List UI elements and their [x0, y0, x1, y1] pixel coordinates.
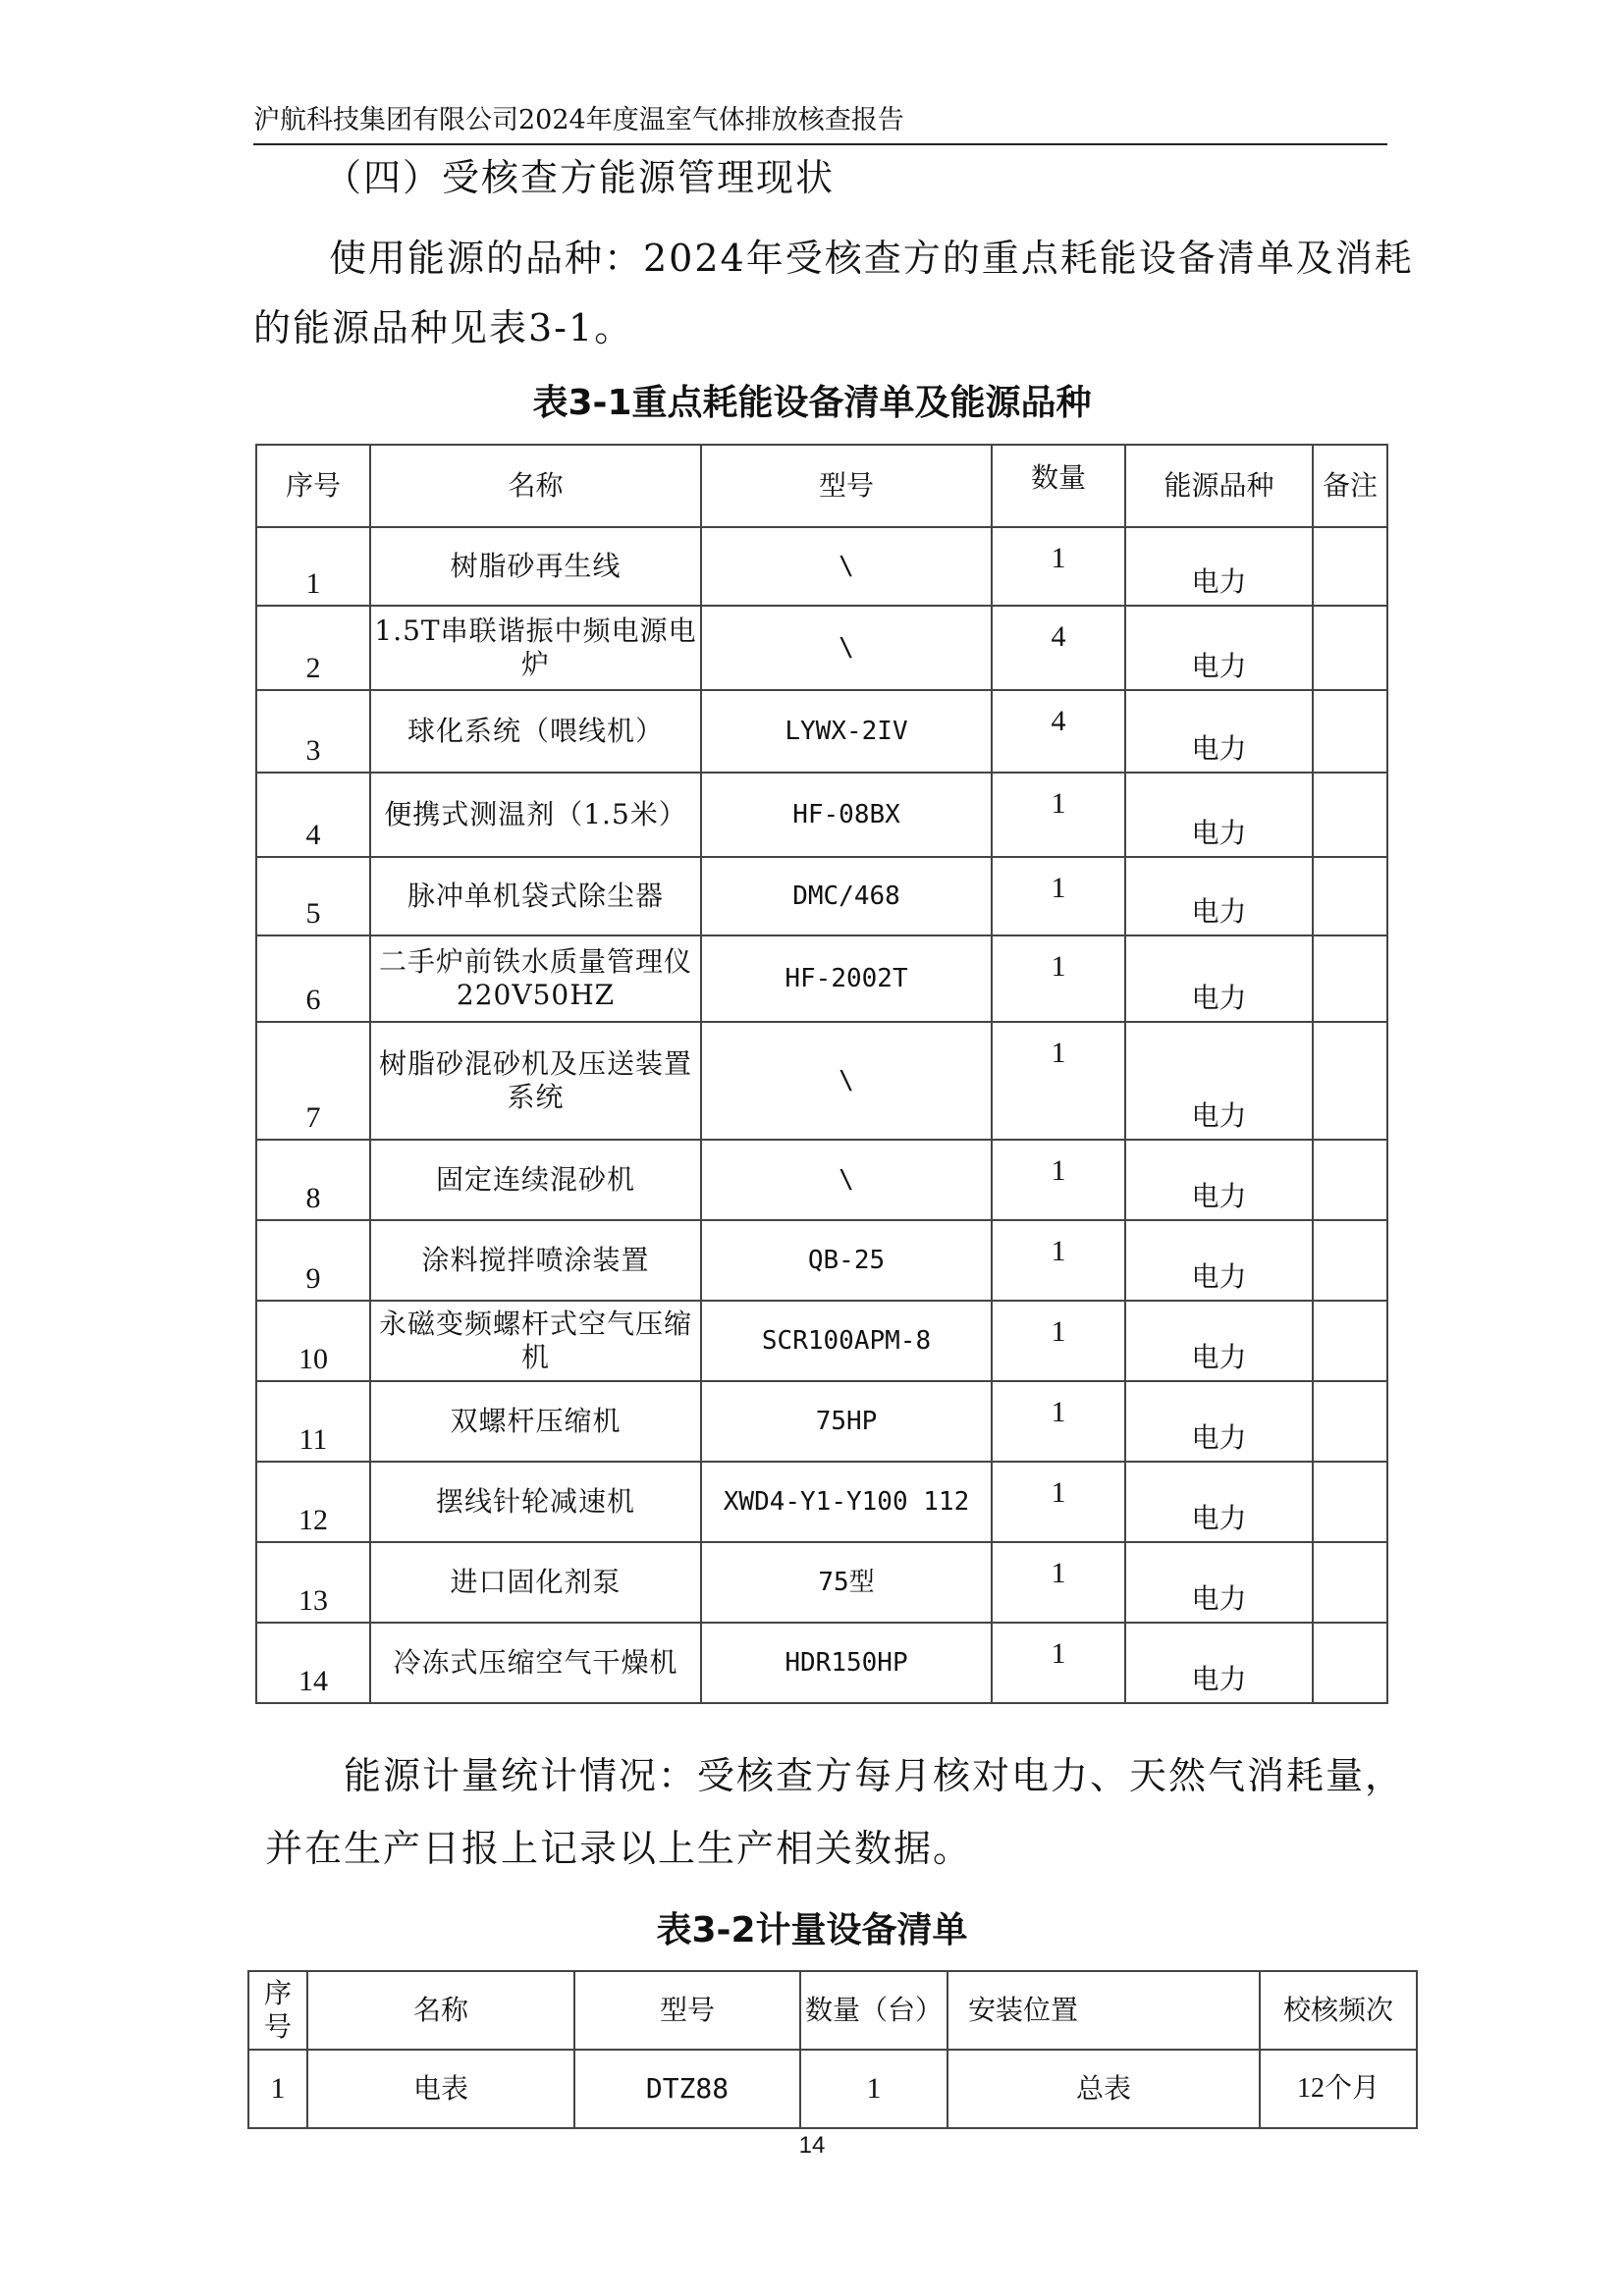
equipment-table: [255, 444, 1388, 1704]
cell-qty: 1: [992, 857, 1125, 935]
cell-name: 球化系统（喂线机）: [370, 690, 701, 773]
cell-name: 冷冻式压缩空气干燥机: [370, 1623, 701, 1703]
table-row: [256, 1623, 1387, 1703]
cell-name: 永磁变频螺杆式空气压缩机: [370, 1301, 701, 1381]
cell-note: [1313, 1462, 1387, 1542]
cell-model: \: [701, 527, 992, 606]
cell-name: 进口固化剂泵: [370, 1542, 701, 1623]
t2-cell-location: 总表: [947, 2050, 1260, 2128]
t2-header-model: 型号: [574, 1971, 800, 2050]
table-row: [256, 857, 1387, 935]
cell-note: [1313, 1381, 1387, 1462]
cell-energy: 电力: [1125, 690, 1313, 773]
cell-qty: 1: [992, 1022, 1125, 1140]
cell-qty: 1: [992, 1462, 1125, 1542]
cell-model: \: [701, 1140, 992, 1220]
cell-model: 75HP: [701, 1381, 992, 1462]
cell-name: 便携式测温剂（1.5米）: [370, 773, 701, 857]
cell-no: 2: [256, 606, 370, 690]
table-row: [256, 606, 1387, 690]
table-row: [256, 1140, 1387, 1220]
cell-note: [1313, 773, 1387, 857]
cell-no: 11: [256, 1381, 370, 1462]
paragraph-metering-cont: 并在生产日报上记录以上生产相关数据。: [265, 1827, 973, 1870]
cell-no: 12: [256, 1462, 370, 1542]
cell-no: 14: [256, 1623, 370, 1703]
t2-cell-qty: 1: [800, 2050, 947, 2128]
cell-no: 1: [256, 527, 370, 606]
table-row: [256, 1381, 1387, 1462]
page-number: 14: [798, 2132, 826, 2159]
cell-note: [1313, 1542, 1387, 1623]
col-header-name: 名称: [370, 445, 701, 527]
table-row: [256, 1220, 1387, 1301]
cell-energy: 电力: [1125, 1381, 1313, 1462]
cell-energy: 电力: [1125, 935, 1313, 1022]
cell-name: 固定连续混砂机: [370, 1140, 701, 1220]
col-header-note: 备注: [1313, 445, 1387, 527]
t2-cell-freq: 12个月: [1260, 2050, 1417, 2128]
t2-cell-no: 1: [248, 2050, 307, 2128]
cell-no: 7: [256, 1022, 370, 1140]
cell-qty: 1: [992, 1301, 1125, 1381]
col-header-qty: 数量: [992, 445, 1125, 527]
paragraph-energy-types: 使用能源的品种：2024年受核查方的重点耗能设备清单及消耗: [329, 237, 1414, 280]
cell-name: 脉冲单机袋式除尘器: [370, 857, 701, 935]
cell-energy: 电力: [1125, 527, 1313, 606]
cell-qty: 1: [992, 1542, 1125, 1623]
cell-energy: 电力: [1125, 1623, 1313, 1703]
cell-model: HF-08BX: [701, 773, 992, 857]
t2-header-no: 序号: [248, 1971, 307, 2050]
cell-no: 4: [256, 773, 370, 857]
cell-no: 3: [256, 690, 370, 773]
cell-name: 涂料搅拌喷涂装置: [370, 1220, 701, 1301]
cell-qty: 1: [992, 1623, 1125, 1703]
t2-header-freq: 校核频次: [1260, 1971, 1417, 2050]
cell-name: 树脂砂混砂机及压送装置系统: [370, 1022, 701, 1140]
cell-energy: 电力: [1125, 1462, 1313, 1542]
cell-note: [1313, 1140, 1387, 1220]
table-row: [256, 690, 1387, 773]
col-header-no: 序号: [256, 445, 370, 527]
cell-model: HDR150HP: [701, 1623, 992, 1703]
paragraph-metering: 能源计量统计情况：受核查方每月核对电力、天然气消耗量，: [344, 1754, 1405, 1797]
cell-model: LYWX-2IV: [701, 690, 992, 773]
cell-note: [1313, 1623, 1387, 1703]
cell-no: 5: [256, 857, 370, 935]
cell-energy: 电力: [1125, 1542, 1313, 1623]
cell-qty: 1: [992, 935, 1125, 1022]
cell-note: [1313, 857, 1387, 935]
cell-qty: 1: [992, 527, 1125, 606]
cell-name: 二手炉前铁水质量管理仪220V50HZ: [370, 935, 701, 1022]
cell-model: SCR100APM-8: [701, 1301, 992, 1381]
table-row: [256, 1542, 1387, 1623]
t2-header-name: 名称: [307, 1971, 574, 2050]
table2-caption: 表3-2计量设备清单: [656, 1910, 968, 1950]
cell-qty: 4: [992, 606, 1125, 690]
cell-name: 1.5T串联谐振中频电源电炉: [370, 606, 701, 690]
cell-qty: 1: [992, 1140, 1125, 1220]
cell-note: [1313, 1220, 1387, 1301]
t2-header-location: 安装位置: [947, 1971, 1260, 2050]
cell-name: 树脂砂再生线: [370, 527, 701, 606]
cell-model: 75型: [701, 1542, 992, 1623]
table-row: [256, 935, 1387, 1022]
cell-note: [1313, 935, 1387, 1022]
table1-header-row: [256, 445, 1387, 527]
col-header-model: 型号: [701, 445, 992, 527]
cell-no: 13: [256, 1542, 370, 1623]
cell-qty: 4: [992, 690, 1125, 773]
t2-header-qty: 数量（台）: [800, 1971, 947, 2050]
cell-note: [1313, 690, 1387, 773]
cell-model: \: [701, 606, 992, 690]
table-row: [256, 1022, 1387, 1140]
cell-energy: 电力: [1125, 1301, 1313, 1381]
cell-energy: 电力: [1125, 1140, 1313, 1220]
cell-energy: 电力: [1125, 606, 1313, 690]
table-row: [256, 773, 1387, 857]
cell-energy: 电力: [1125, 857, 1313, 935]
t2-cell-model: DTZ88: [574, 2050, 800, 2128]
cell-energy: 电力: [1125, 1022, 1313, 1140]
cell-qty: 1: [992, 1381, 1125, 1462]
cell-energy: 电力: [1125, 1220, 1313, 1301]
cell-qty: 1: [992, 1220, 1125, 1301]
page-header: 沪航科技集团有限公司2024年度温室气体排放核查报告: [253, 98, 1387, 145]
table-row: [256, 1462, 1387, 1542]
table1-caption: 表3-1重点耗能设备清单及能源品种: [532, 383, 1092, 423]
table-row: [256, 527, 1387, 606]
col-header-energy: 能源品种: [1125, 445, 1313, 527]
section-title: （四）受核查方能源管理现状: [324, 156, 836, 199]
cell-model: \: [701, 1022, 992, 1140]
cell-no: 9: [256, 1220, 370, 1301]
cell-model: HF-2002T: [701, 935, 992, 1022]
cell-no: 10: [256, 1301, 370, 1381]
cell-note: [1313, 1022, 1387, 1140]
cell-name: 双螺杆压缩机: [370, 1381, 701, 1462]
cell-energy: 电力: [1125, 773, 1313, 857]
table-row: [248, 2050, 1417, 2128]
t2-cell-name: 电表: [307, 2050, 574, 2128]
cell-model: QB-25: [701, 1220, 992, 1301]
cell-model: DMC/468: [701, 857, 992, 935]
cell-note: [1313, 527, 1387, 606]
cell-no: 8: [256, 1140, 370, 1220]
cell-qty: 1: [992, 773, 1125, 857]
cell-note: [1313, 1301, 1387, 1381]
table-row: [256, 1301, 1387, 1381]
cell-no: 6: [256, 935, 370, 1022]
metering-table: [247, 1970, 1418, 2129]
table2-header-row: [248, 1971, 1417, 2050]
cell-model: XWD4-Y1-Y100 112: [701, 1462, 992, 1542]
cell-name: 摆线针轮减速机: [370, 1462, 701, 1542]
cell-note: [1313, 606, 1387, 690]
paragraph-energy-types-cont: 的能源品种见表3-1。: [253, 306, 634, 349]
